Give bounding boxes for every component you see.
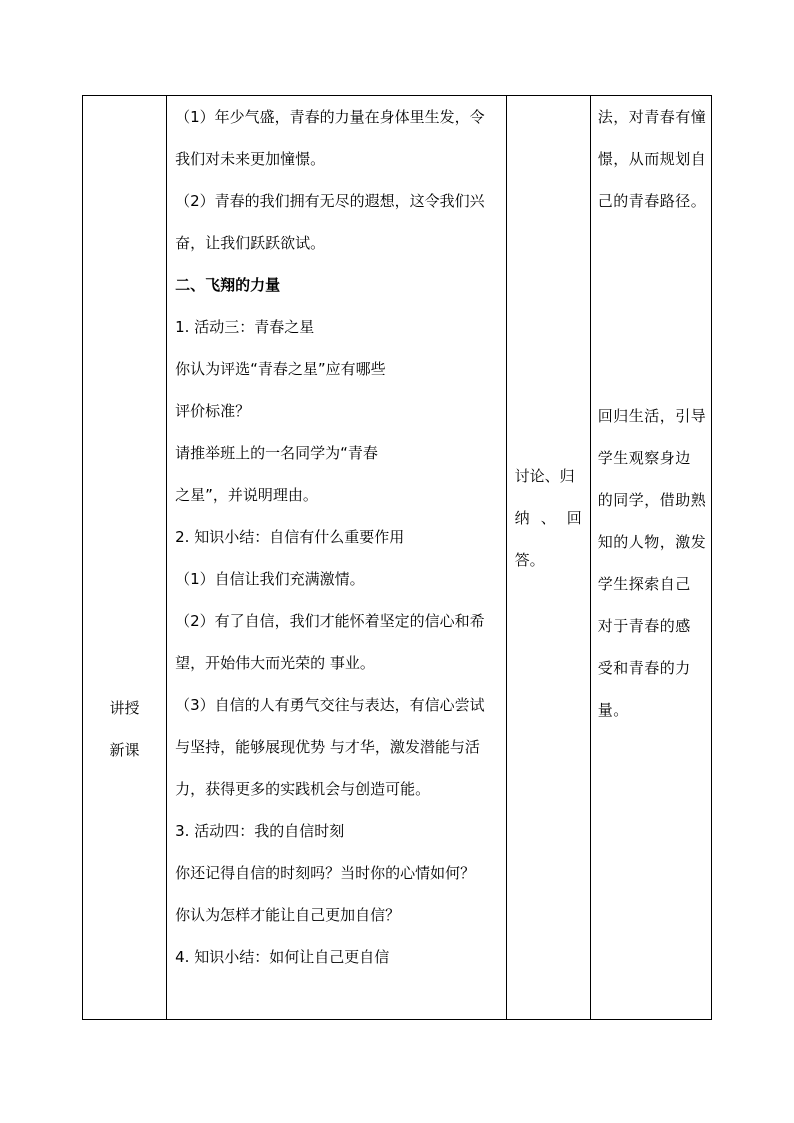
content-line: 你认为评选“青春之星”应有哪些 <box>175 360 386 378</box>
content-line: 1. 活动三：青春之星 <box>175 318 315 336</box>
content-line: （1）自信让我们充满激情。 <box>175 570 365 588</box>
stage-label-line-2: 新课 <box>109 740 140 759</box>
content-line: 4. 知识小结：如何让自己更自信 <box>175 948 390 966</box>
intent-line: 学生探索自己 <box>597 575 691 593</box>
intent-line: 己的青春路径。 <box>597 192 707 210</box>
content-line: 请推举班上的一名同学为“青春 <box>175 444 378 462</box>
content-line: （3）自信的人有勇气交往与表达，有信心尝试 <box>175 696 485 714</box>
stage-label-line-1: 讲授 <box>109 698 140 717</box>
content-line: 之星”，并说明理由。 <box>175 486 318 504</box>
intent-line: 憬，从而规划自 <box>597 150 707 168</box>
intent-block-2 <box>598 395 707 731</box>
content-line: 与坚持，能够展现优势 与才华，激发潜能与活 <box>175 738 480 756</box>
intent-line: 法，对青春有憧 <box>597 108 707 126</box>
content-line: （2）有了自信，我们才能怀着坚定的信心和希 <box>175 612 485 630</box>
intent-line: 回归生活，引导 <box>597 407 707 425</box>
lesson-plan-table <box>82 95 712 1020</box>
intent-line: 量。 <box>597 701 629 719</box>
content-line: （2）青春的我们拥有无尽的遐想，这令我们兴 <box>175 192 485 210</box>
section-heading: 二、飞翔的力量 <box>175 276 281 294</box>
intent-line: 知的人物，激发 <box>597 533 707 551</box>
content-line: 3. 活动四：我的自信时刻 <box>175 822 345 840</box>
intent-line: 的同学，借助熟 <box>597 491 707 509</box>
content-line: 我们对未来更加憧憬。 <box>175 150 326 168</box>
student-activity-cell <box>506 96 590 1020</box>
stage-cell <box>83 96 167 1020</box>
intent-block-1 <box>598 96 707 222</box>
teaching-content-cell <box>167 96 507 1020</box>
intent-line: 对于青春的感 <box>597 617 691 635</box>
content-line: 望，开始伟大而光荣的 事业。 <box>175 654 375 672</box>
design-intent-cell <box>590 96 711 1020</box>
content-line: 力，获得更多的实践机会与创造可能。 <box>175 780 431 798</box>
content-line: （1）年少气盛，青春的力量在身体里生发，令 <box>175 108 485 126</box>
intent-line: 受和青春的力 <box>597 659 691 677</box>
content-line: 奋，让我们跃跃欲试。 <box>175 234 326 252</box>
intent-line: 学生观察身边 <box>597 449 691 467</box>
table-row <box>83 96 712 1020</box>
content-line: 评价标准？ <box>175 402 251 420</box>
content-line: 2. 知识小结：自信有什么重要作用 <box>175 528 405 546</box>
activity-line-2: 纳、回答。 <box>514 508 582 569</box>
activity-line-1: 讨论、归 <box>514 466 575 485</box>
content-line: 你还记得自信的时刻吗？当时你的心情如何？ <box>175 864 476 882</box>
content-line: 你认为怎样才能让自己更加自信？ <box>175 906 401 924</box>
